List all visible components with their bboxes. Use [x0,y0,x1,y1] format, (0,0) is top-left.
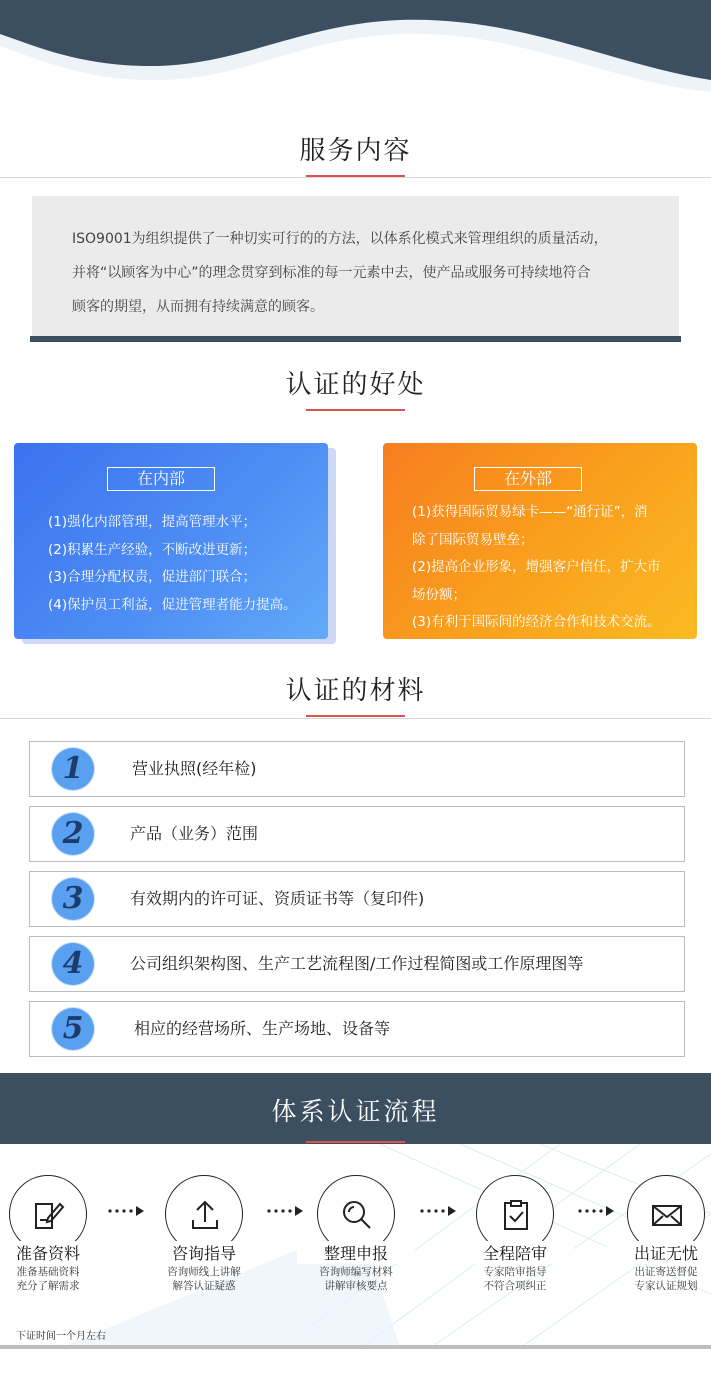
material-text: 有效期内的许可证、资质证书等（复印件) [130,889,425,908]
service-section-title: 服务内容 [299,136,412,166]
list-item: (1)强化内部管理，提高管理水平； [48,514,257,530]
material-text: 产品（业务）范围 [130,824,259,843]
list-item: (2)提高企业形象，增强客户信任，扩大市 [412,559,661,575]
process-step [0,1175,109,1305]
process-step [456,1175,576,1305]
process-section-title: 体系认证流程 [271,1097,440,1126]
list-item: (1)获得国际贸易绿卡——“通行证”，消 [412,504,648,520]
number-badge: 3 [52,878,94,920]
materials-section-title: 认证的材料 [285,676,426,706]
step-description: 出证寄送督促 专家认证规划 [634,1266,698,1292]
process-step [607,1175,711,1305]
external-benefits-list [412,499,682,637]
external-card-header: 在外部 [474,467,582,491]
step-description: 专家陪审指导 不符合项纠正 [483,1266,547,1292]
header-wave-decoration [0,0,711,108]
step-title: 整理申报 [297,1241,415,1264]
service-intro-bar [30,336,681,342]
service-intro-line: 并将“以顾客为中心”的理念贯穿到标准的每一元素中去，使产品或服务可持续地符合 [72,265,591,281]
bottom-divider [0,1345,711,1349]
step-title: 全程陪审 [456,1241,574,1264]
benefits-section-title: 认证的好处 [285,370,426,400]
process-step [145,1175,265,1305]
internal-card-header: 在内部 [107,467,215,491]
materials-divider [0,718,711,719]
number-badge: 5 [52,1008,94,1050]
service-intro-line: 顾客的期望，从而拥有持续满意的顾客。 [72,299,324,315]
materials-title-underline [306,715,405,717]
step-description: 准备基础资料 充分了解需求 [16,1266,80,1292]
list-item: (4)保护员工利益，促进管理者能力提高。 [48,596,297,613]
list-item: (3)有利于国际间的经济合作和技术交流。 [412,614,661,630]
list-item: 除了国际贸易壁垒； [412,531,534,548]
process-step [297,1175,417,1305]
material-text: 公司组织架构图、生产工艺流程图/工作过程简图或工作原理图等 [130,954,584,973]
list-item: 场份额； [412,586,466,603]
internal-benefits-card [14,443,328,639]
number-badge: 1 [52,748,94,790]
list-item: (3)合理分配权责，促进部门联合； [48,569,257,585]
step-title: 准备资料 [0,1241,107,1264]
process-title-underline [306,1141,405,1143]
material-row [29,741,685,797]
material-row [29,1001,685,1057]
benefits-title-underline [306,409,405,411]
step-title: 咨询指导 [145,1241,263,1264]
service-intro-line: ISO9001为组织提供了一种切实可行的的方法，以体系化模式来管理组织的质量活动， [72,231,608,247]
step-description: 咨询师线上讲解 解答认证疑惑 [167,1266,241,1292]
material-row [29,936,685,992]
process-footnote: 下证时间一个月左右 [16,1331,106,1342]
number-badge: 4 [52,943,94,985]
step-title: 出证无忧 [607,1241,711,1264]
service-intro-box [32,196,679,336]
list-item: (2)积累生产经验，不断改进更新； [48,541,257,558]
material-row [29,871,685,927]
step-description: 咨询师编写材料 讲解审核要点 [319,1266,393,1292]
service-divider [0,177,711,178]
material-row [29,806,685,862]
internal-benefits-list [48,509,297,619]
number-badge: 2 [52,813,94,855]
external-benefits-card [383,443,697,639]
material-text: 相应的经营场所、生产场地、设备等 [134,1019,391,1038]
material-text: 营业执照(经年检) [132,759,257,778]
